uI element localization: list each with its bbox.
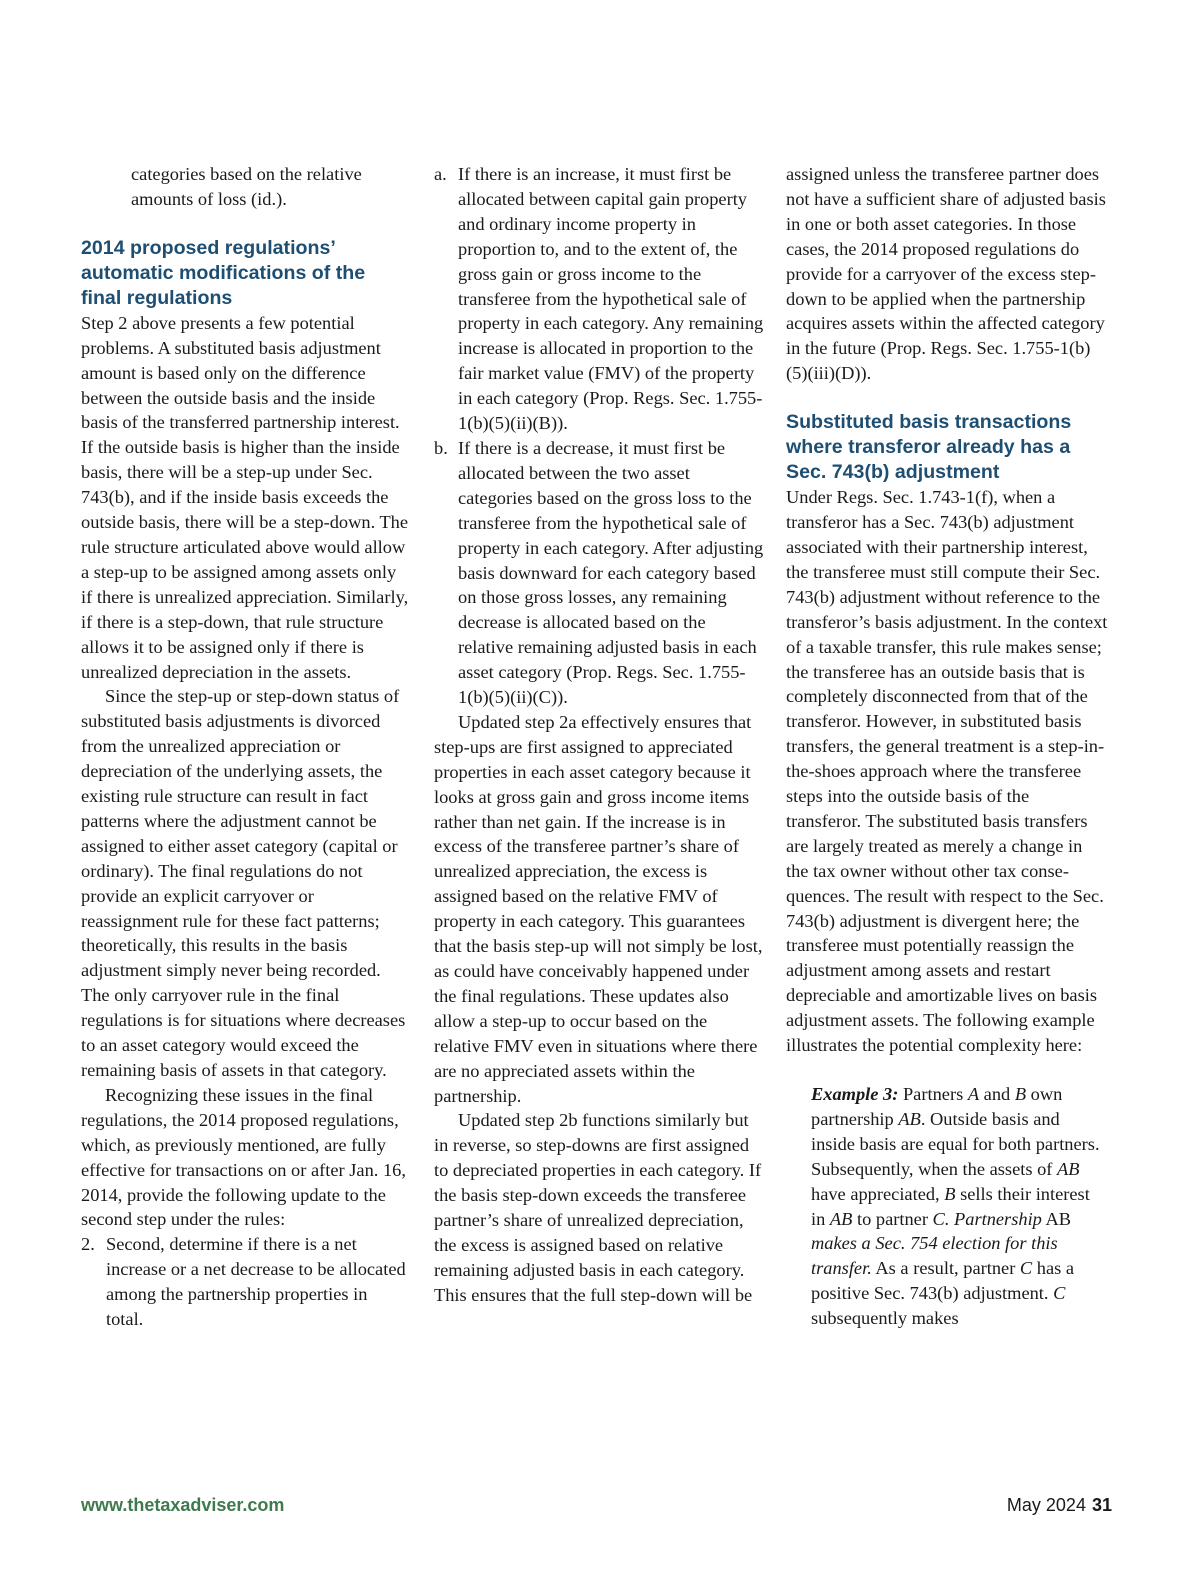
list-item-text: If there is a decrease, it must first be allocated between the two asset categories based on the gross loss to the transferee from the hypothetical sale of property in each category. After adjusting basis downward for each category based on those gross losses, any remaining decrease is allocated based on the relative remaining adjusted basis in each asset category (Prop. Regs. Sec. 1.755-1(b)(5)(ii)(C)). [458, 437, 764, 708]
column-1 [81, 162, 409, 1332]
body-paragraph: Updated step 2a effectively ensures that step-ups are first assigned to appreciated properties in each asset category because it looks at gross gain and gross income items rather than net gain. If the increase is in excess of the transferee partner’s share of unrealized appreciation, the excess is assigned based on the relative FMV of property in each category. This guarantees that the basis step-up will not simply be lost, as could have conceivably happened under the final regulations. These updates also allow a step-up to occur based on the relative FMV even in situations where there are no appreciated assets within the partnership. [434, 711, 763, 1106]
body-paragraph: Recognizing these issues in the final regulations, the 2014 proposed regulations, which, as previously mentioned, are fully effective for transactions on or after Jan. 16, 2014, provide the following update to the second step under the rules: [81, 1084, 406, 1230]
example-italic: C [1053, 1283, 1066, 1304]
example-text: own partnership [811, 1084, 1063, 1129]
body-paragraph: Step 2 above presents a few potential problems. A substituted basis adjustment amount is based only on the difference between the outside basis and the inside basis of the transferred partnership interest. If the outside basis is higher than the inside basis, there will be a step-up under Sec. 743(b), and if the inside basis exceeds the outside basis, there will be a step-down. The rule structure articulated above would allow a step-up to be assigned among assets only if there is unrealized appreciation. Similarly, if there is a step-down, that rule structure allows it to be assigned only if there is unrealized depreciation in the assets. [81, 312, 409, 682]
example-text: Partners [898, 1084, 968, 1104]
example-paragraph [786, 1082, 1108, 1331]
page-info [1007, 1494, 1112, 1516]
page-number: 31 [1091, 1495, 1112, 1515]
example-text: AB [1041, 1208, 1072, 1229]
example-italic: B [1014, 1084, 1027, 1104]
list-item [81, 1232, 409, 1332]
example-text: sells their interest in [811, 1183, 1090, 1229]
body-paragraph: Under Regs. Sec. 1.743-1(f), when a transferor has a Sec. 743(b) adjustment associated with their partnership interest, the transferee must still compute their Sec. 743(b) adjustment without reference to the transferor’s basis adjustment. In the context of a taxable transfer, this rule makes sense; the transferee has an outside basis that is completely disconnected from that of the transferor. However, in substituted basis transfers, the general treatment is a step-in-the-shoes approach where the transferee steps into the outside basis of the transferor. The substituted basis transfers are largely treated as merely a change in the tax owner without other tax consequences. The result with respect to the Sec. 743(b) adjustment is divergent here; the transferee must potentially reassign the adjustment among assets and restart depreciable and amortizable lives on basis adjustment assets. The following example illustrates the potential complexity here: [786, 487, 1108, 1056]
spacer [786, 386, 1108, 410]
example-italic: AB [898, 1108, 921, 1129]
example-italic: B [944, 1183, 956, 1204]
list-item [434, 436, 764, 710]
example-label: Example 3: [811, 1084, 899, 1104]
spacer [786, 1058, 1108, 1082]
list-marker: 2. [81, 1234, 95, 1255]
example-italic: AB [829, 1208, 853, 1229]
section-heading: Substituted basis transactions where transferor already has a Sec. 743(b) adjustment [786, 411, 1072, 484]
list-item [434, 162, 764, 436]
body-paragraph: assigned unless the transferee partner does not have a sufficient share of adjusted basis in one or both asset categories. In those cases, the 2014 proposed regulations do provide for a carryover of the excess step-down to be applied when the partnership acquires assets within the affected category in the future (Prop. Regs. Sec. 1.755-1(b)(5)(iii)(D)). [786, 164, 1106, 384]
example-text: has a positive Sec. 743(b) adjustment. [811, 1258, 1075, 1304]
list-marker: b. [434, 437, 448, 458]
spacer [81, 212, 409, 236]
example-italic: C [1019, 1258, 1033, 1279]
example-text: . Outside basis and inside basis are equal for both partners. Subsequently, when the assets of [811, 1108, 1100, 1179]
example-text: and [979, 1084, 1015, 1104]
example-italic: AB [1057, 1158, 1080, 1179]
carryover-paragraph: categories based on the relative amounts of loss (id.). [131, 164, 362, 209]
list-marker: a. [434, 164, 447, 184]
list-item-text: Second, determine if there is a net increase or a net decrease to be allocated among the partnership properties in total. [106, 1234, 406, 1330]
example-text: As a result, partner [871, 1258, 1020, 1279]
example-italic: makes a Sec. 754 election for this transfer. [811, 1233, 1058, 1279]
section-heading: 2014 proposed regulations’ automatic modifications of the final regulations [81, 236, 366, 309]
list-item-text: If there is an increase, it must first be allocated between capital gain property and ordinary income property in proportion to, and to the extent of, the gross gain or gross income to the transferee from the hypothetical sale of property in each category. Any remaining increase is allocated in proportion to the fair market value (FMV) of the property in each category (Prop. Regs. Sec. 1.755-1(b)(5)(ii)(B)). [458, 164, 764, 434]
example-text: have appreciated, [811, 1183, 945, 1204]
body-paragraph: Since the step-up or step-down status of substituted basis adjustments is divorced from the unrealized appreciation or depreciation of the underlying assets, the existing rule structure can result in fact patterns where the adjustment cannot be assigned to either asset category (capital or ordinary). The final regulations do not provide an explicit carryover or reassignment rule for these fact patterns; theoretically, this results in the basis adjustment simply never being recorded. The only carryover rule in the final regulations is for situations where decreases to an asset category would exceed the remaining basis of assets in that category. [81, 686, 406, 1080]
column-3 [786, 162, 1108, 1331]
site-url-link[interactable]: www.thetaxadviser.com [81, 1495, 285, 1515]
issue-date: May 2024 [1006, 1495, 1086, 1515]
column-2 [434, 162, 764, 1308]
example-italic: C. Partnership [932, 1208, 1042, 1229]
example-italic: A [967, 1084, 980, 1104]
example-text: to partner [852, 1208, 933, 1229]
example-text: subsequently makes [811, 1308, 959, 1329]
body-paragraph: Updated step 2b functions similarly but in reverse, so step-downs are first assigned to depreciated properties in each category. If the basis step-down exceeds the transferee partner’s share of unrealized depreciation, the excess is assigned based on relative remaining adjusted basis in each category. This ensures that the full step-down will be [434, 1110, 762, 1305]
